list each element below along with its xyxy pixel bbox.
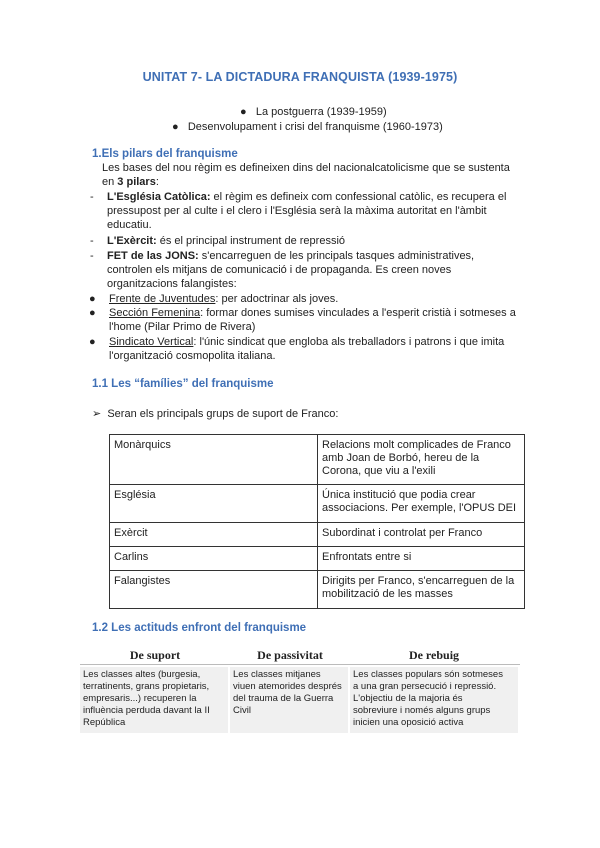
desc-cell: Única institució que podia crear associacions. Per exemple, l'OPUS DEI <box>318 485 525 523</box>
index-item <box>240 106 387 118</box>
desc-cell: Relacions molt complicades de Franco amb Joan de Borbó, hereu de la Corona, que viu a l'exili <box>318 435 525 485</box>
arrow-right-icon: ➢ <box>92 408 102 420</box>
table-row <box>110 523 525 547</box>
attitude-box-rebuig: Les classes populars són sotmeses a una gran persecució i repressió. L'objectiu de la majoria és sobreviure i només alguns grups inicien una oposició activa <box>350 667 518 733</box>
group-cell: Església <box>110 485 318 523</box>
table-row <box>110 435 525 485</box>
group-cell: Exèrcit <box>110 523 318 547</box>
pillar-esglesia-cont: pressupost per al culte i el clero i l'Església serà la màxima autoritat en l'àmbit <box>107 205 487 217</box>
desc-cell: Subordinat i controlat per Franco <box>318 523 525 547</box>
dash-marker: - <box>90 191 94 203</box>
pillar-esglesia-cont: educatiu. <box>107 219 152 231</box>
page-title: UNITAT 7- LA DICTADURA FRANQUISTA (1939-1975) <box>142 70 458 84</box>
desc-cell: Enfrontats entre si <box>318 547 525 571</box>
attitude-box-suport: Les classes altes (burgesia, terratinents, grans propietaris, empresaris...) recuperen la influència perduda davant la II República <box>80 667 228 733</box>
bullet-dot-icon: ● <box>172 121 179 133</box>
attitude-header-rebuig: De rebuig <box>408 648 460 662</box>
pillar-jons-cont: organitzacions falangistes: <box>107 278 237 290</box>
org-seccion: Sección Femenina: formar dones sumises vinculades a l'esperit cristià i sotmeses a <box>109 307 516 319</box>
bullet-dot-icon: ● <box>89 336 96 348</box>
table-row <box>110 485 525 523</box>
org-sindicato-cont: l'organització cosmopolita italiana. <box>109 350 276 362</box>
arrow-item: ➢ Seran els principals grups de suport de Franco: <box>92 408 339 420</box>
intro-line: en 3 pilars: <box>102 176 159 188</box>
attitude-header-passivitat: De passivitat <box>257 648 323 662</box>
group-cell: Falangistes <box>110 571 318 609</box>
org-frente: Frente de Juventudes: per adoctrinar als joves. <box>109 293 339 305</box>
desc-cell: Dirigits per Franco, s'encarreguen de la mobilització de les masses <box>318 571 525 609</box>
intro-line: Les bases del nou règim es defineixen dins del nacionalcatolicisme que se sustenta <box>102 162 510 174</box>
group-cell: Monàrquics <box>110 435 318 485</box>
index-item <box>172 121 443 133</box>
section-heading-pilars: 1.Els pilars del franquisme <box>92 148 238 160</box>
pillar-jons: FET de las JONS: s'encarreguen de les principals tasques administratives, <box>107 250 475 262</box>
group-cell: Carlins <box>110 547 318 571</box>
dash-marker: - <box>90 235 94 247</box>
attitude-box-passivitat: Les classes mitjanes viuen atemorides després del trauma de la Guerra Civil <box>230 667 348 733</box>
bullet-dot-icon: ● <box>89 293 96 305</box>
section-heading-families: 1.1 Les “famílies” del franquisme <box>92 378 274 390</box>
index-item-text: Desenvolupament i crisi del franquisme (1960-1973) <box>187 121 443 133</box>
table-row <box>110 571 525 609</box>
pillar-jons-cont: controlen els mitjans de comunicació i de propaganda. Es creen noves <box>107 264 452 276</box>
pillar-exercit: L'Exèrcit: és el principal instrument de repressió <box>107 235 346 247</box>
org-sindicato: Sindicato Vertical: l'únic sindicat que engloba als treballadors i patrons i que imita <box>109 336 505 348</box>
pillar-esglesia: L'Església Catòlica: el règim es defineix com confessional catòlic, es recupera el <box>107 191 507 203</box>
org-seccion-cont: l'home (Pilar Primo de Rivera) <box>109 321 256 333</box>
divider <box>80 664 520 665</box>
attitude-header-suport: De suport <box>129 648 181 662</box>
dash-marker: - <box>90 250 94 262</box>
bullet-dot-icon: ● <box>240 106 247 118</box>
table-row <box>110 547 525 571</box>
index-item-text: La postguerra (1939-1959) <box>255 106 387 118</box>
families-table <box>109 434 525 609</box>
bullet-dot-icon: ● <box>89 307 96 319</box>
section-heading-actituds: 1.2 Les actituds enfront del franquisme <box>92 622 307 634</box>
